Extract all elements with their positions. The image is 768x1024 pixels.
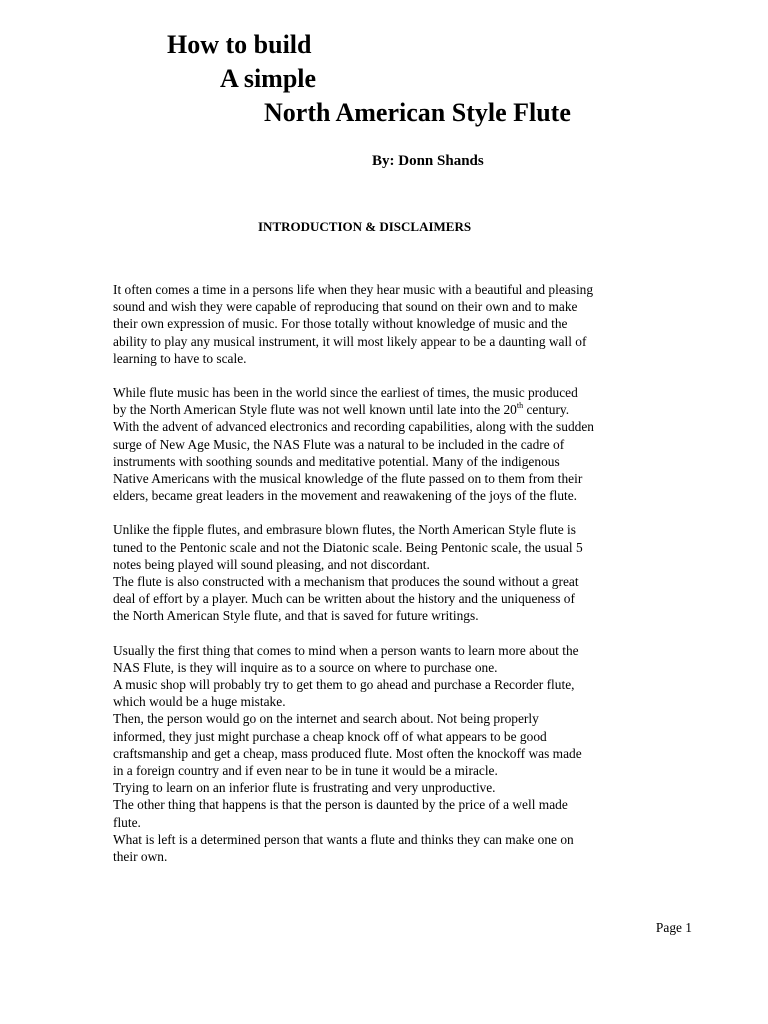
text-line: flute.	[113, 814, 141, 830]
paragraph-scale	[113, 521, 673, 573]
text-line: learning to have to scale.	[113, 350, 247, 366]
text-fragment: by the North American Style flute was not well known until late into the 20	[113, 402, 517, 418]
paragraph-mechanism	[113, 573, 673, 625]
text-line: Then, the person would go on the internet and search about. Not being properly	[113, 711, 539, 727]
text-fragment: century.	[523, 402, 570, 418]
page-number: Page 1	[655, 920, 692, 935]
text-line: instruments with soothing sounds and meditative potential. Many of the indigenous	[113, 453, 560, 469]
text-line: Unlike the fipple flutes, and embrasure blown flutes, the North American Style flute is	[113, 522, 576, 538]
title-line-1: How to build	[167, 30, 312, 59]
text-line: A music shop will probably try to get them to go ahead and purchase a Recorder flute,	[113, 677, 575, 693]
text-line: It often comes a time in a persons life when they hear music with a beautiful and pleasing	[113, 282, 594, 297]
body-text	[113, 281, 673, 882]
byline: By: Donn Shands	[372, 153, 484, 169]
section-heading: INTRODUCTION & DISCLAIMERS	[258, 219, 472, 234]
text-line: notes being played will sound pleasing, and not discordant.	[113, 556, 430, 572]
text-line: surge of New Age Music, the NAS Flute was a natural to be included in the cadre of	[113, 436, 565, 452]
text-line: informed, they just might purchase a cheap knock off of what appears to be good	[113, 728, 547, 744]
text-line: While flute music has been in the world since the earliest of times, the music produced	[113, 385, 578, 401]
text-line: What is left is a determined person that wants a flute and thinks they can make one on	[113, 831, 574, 847]
text-line: craftsmanship and get a cheap, mass produced flute. Most often the knockoff was made	[113, 745, 582, 761]
text-line: The other thing that happens is that the person is daunted by the price of a well made	[113, 797, 568, 813]
text-line: elders, became great leaders in the movement and reawakening of the joys of the flute.	[113, 488, 578, 504]
text-line: sound and wish they were capable of reproducing that sound on their own and to make	[113, 299, 578, 315]
paragraph-purchase	[113, 642, 673, 866]
text-line: which would be a huge mistake.	[113, 694, 286, 710]
paragraph-history	[113, 384, 673, 504]
text-line: Usually the first thing that comes to mind when a person wants to learn more about the	[113, 642, 579, 658]
ordinal-superscript: th	[516, 401, 524, 411]
paragraph-intro	[113, 281, 673, 367]
text-line-with-superscript	[113, 401, 673, 418]
text-line: ability to play any musical instrument, it will most likely appear to be a daunting wall of	[113, 333, 587, 349]
text-line: their own expression of music. For those totally without knowledge of music and the	[113, 316, 568, 332]
title-line-3: North American Style Flute	[264, 98, 571, 127]
text-line: The flute is also constructed with a mechanism that produces the sound without a great	[113, 574, 579, 590]
text-line: tuned to the Pentonic scale and not the Diatonic scale. Being Pentonic scale, the usual 5	[113, 539, 583, 555]
text-line: NAS Flute, is they will inquire as to a source on where to purchase one.	[113, 659, 498, 675]
title-line-2: A simple	[220, 64, 317, 93]
text-line: the North American Style flute, and that is saved for future writings.	[113, 608, 479, 624]
text-line: Trying to learn on an inferior flute is frustrating and very unproductive.	[113, 780, 496, 796]
text-line: their own.	[113, 849, 168, 865]
text-line: With the advent of advanced electronics and recording capabilities, along with the sudden	[113, 419, 594, 435]
text-line: deal of effort by a player. Much can be written about the history and the uniqueness of	[113, 591, 575, 607]
text-line: in a foreign country and if even near to be in tune it would be a miracle.	[113, 763, 498, 779]
text-line: Native Americans with the musical knowledge of the flute passed on to them from their	[113, 471, 583, 487]
